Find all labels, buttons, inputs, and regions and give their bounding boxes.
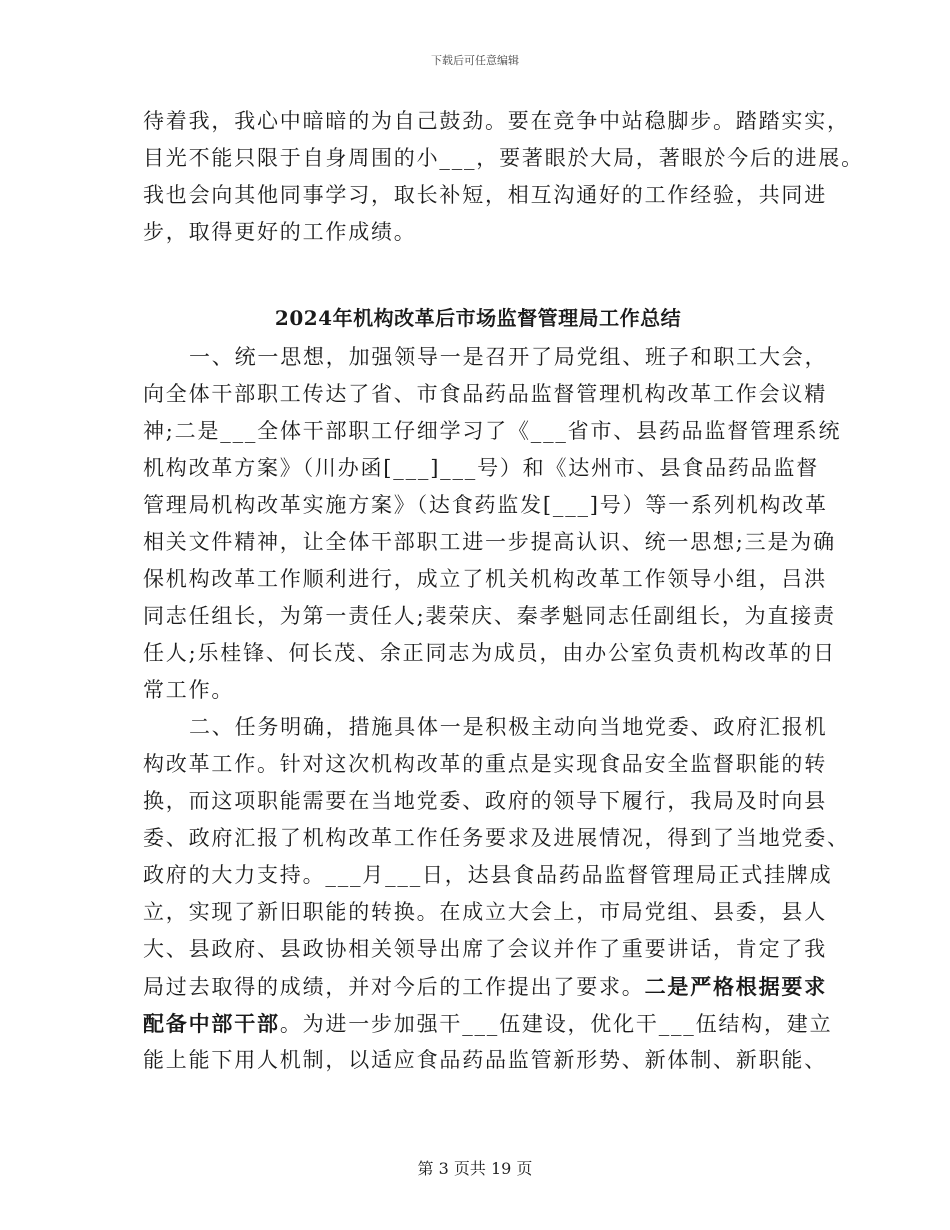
paragraph-line: 机构改革方案》（川办函[___]___号）和《达州市、县食品药品监督 bbox=[143, 456, 820, 480]
paragraph-line: 保机构改革工作顺利进行，成立了机关机构改革工作领导小组，吕洪 bbox=[143, 567, 827, 591]
paragraph-line: 我也会向其他同事学习，取长补短，相互沟通好的工作经验，共同进 bbox=[143, 183, 827, 207]
page-footer: 第 3 页共 19 页 bbox=[417, 1159, 533, 1178]
bold-heading-text: 配备中部干部 bbox=[143, 1011, 280, 1036]
paragraph-line: 能上能下用人机制，以适应食品药品监管新形势、新体制、新职能、 bbox=[143, 1048, 827, 1072]
paragraph-line: 相关文件精神，让全体干部职工进一步提高认识、统一思想;三是为确 bbox=[143, 530, 836, 554]
paragraph-line: 步，取得更好的工作成绩。 bbox=[143, 220, 417, 244]
paragraph-line: 常工作。 bbox=[143, 678, 235, 702]
paragraph-line: 待着我，我心中暗暗的为自己鼓劲。要在竞争中站稳脚步。踏踏实实， bbox=[143, 109, 850, 133]
paragraph-line: 换，而这项职能需要在当地党委、政府的领导下履行，我局及时向县 bbox=[143, 789, 827, 813]
paragraph-line: 同志任组长，为第一责任人;裴荣庆、秦孝魁同志任副组长，为直接责 bbox=[143, 604, 836, 628]
section-1-paragraph bbox=[143, 339, 842, 709]
intro-paragraph bbox=[143, 103, 864, 251]
paragraph-line: 一、统一思想，加强领导一是召开了局党组、班子和职工大会， bbox=[189, 345, 828, 369]
paragraph-line: 神;二是___全体干部职工仔细学习了《___省市、县药品监督管理系统 bbox=[143, 419, 842, 443]
paragraph-line: 政府的大力支持。___月___日，达县食品药品监督管理局正式挂牌成 bbox=[143, 863, 833, 887]
paragraph-line: 向全体干部职工传达了省、市食品药品监督管理机构改革工作会议精 bbox=[143, 382, 827, 406]
paragraph-line: 立，实现了新旧职能的转换。在成立大会上，市局党组、县委，县人 bbox=[143, 900, 827, 924]
paragraph-line: 大、县政府、县政协相关领导出席了会议并作了重要讲话，肯定了我 bbox=[143, 937, 827, 961]
document-title: 2024年机构改革后市场监督管理局工作总结 bbox=[274, 306, 682, 330]
paragraph-line: 二、任务明确，措施具体一是积极主动向当地党委、政府汇报机 bbox=[189, 715, 828, 739]
line-text: 。为进一步加强干___伍建设，优化干___伍结构，建立 bbox=[279, 1012, 833, 1036]
paragraph-line bbox=[143, 968, 828, 1005]
paragraph-line: 任人;乐桂锋、何长茂、余正同志为成员，由办公室负责机构改革的日 bbox=[143, 641, 836, 665]
paragraph-line bbox=[143, 1005, 833, 1042]
bold-heading-text: 二是严格根据要求 bbox=[644, 974, 828, 999]
line-text: 局过去取得的成绩，并对今后的工作提出了要求。 bbox=[143, 975, 645, 999]
page-header: 下载后可任意编辑 bbox=[431, 54, 519, 67]
paragraph-line: 构改革工作。针对这次机构改革的重点是实现食品安全监督职能的转 bbox=[143, 752, 827, 776]
document-body bbox=[143, 103, 864, 1079]
paragraph-line: 目光不能只限于自身周围的小___，要著眼於大局，著眼於今后的进展。 bbox=[143, 146, 864, 170]
paragraph-line: 管理局机构改革实施方案》（达食药监发[___]号）等一系列机构改革 bbox=[143, 493, 828, 517]
paragraph-line: 委、政府汇报了机构改革工作任务要求及进展情况，得到了当地党委、 bbox=[143, 826, 850, 850]
section-2-paragraph bbox=[143, 709, 850, 1079]
